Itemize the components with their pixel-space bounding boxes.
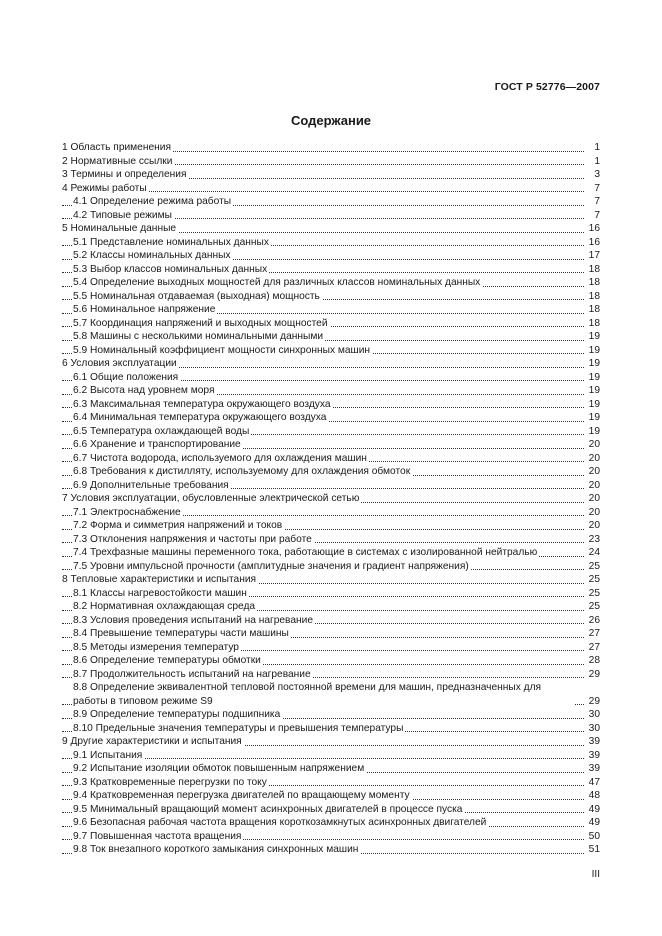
toc-entry-title: 6 Условия эксплуатации <box>62 358 177 369</box>
toc-entry-title: 5.7 Координация напряжений и выходных мощностей <box>73 317 328 329</box>
toc-entry-page: 30 <box>586 722 600 736</box>
toc-entry <box>62 465 600 479</box>
toc-entry-page: 24 <box>586 546 600 560</box>
toc-entry-page: 48 <box>586 789 600 803</box>
toc-entry <box>62 222 600 236</box>
toc-entry-page: 20 <box>586 465 600 479</box>
toc-entry-title: 1 Область применения <box>62 142 171 153</box>
toc-entry-page: 26 <box>586 614 600 628</box>
toc-entry <box>62 654 600 668</box>
toc-entry-title: 7.2 Форма и симметрия напряжений и токов <box>73 520 283 531</box>
toc-entry-page: 25 <box>586 573 600 587</box>
toc-entry-page: 1 <box>586 141 600 155</box>
toc-entry-title: 5.4 Определение выходных мощностей для различных классов номинальных данных <box>73 277 481 288</box>
toc-entry-title: 7 Условия эксплуатации, обусловленные электрической сетью <box>62 493 360 504</box>
toc-entry <box>62 816 600 830</box>
toc-entry-page: 19 <box>586 330 600 344</box>
toc-entry-page: 18 <box>586 290 600 304</box>
toc-entry-title: 8.5 Методы измерения температур <box>73 641 239 653</box>
toc-entry-page: 28 <box>586 654 600 668</box>
toc-entry <box>62 452 600 466</box>
toc-entry-page: 20 <box>586 479 600 493</box>
toc-entry-page: 51 <box>586 843 600 857</box>
toc-entry <box>62 425 600 439</box>
page-number: III <box>591 869 600 880</box>
toc-entry-title: 8.7 Продолжительность испытаний на нагревание <box>73 668 311 680</box>
toc-entry-page: 25 <box>586 587 600 601</box>
toc-entry-page: 39 <box>586 735 600 749</box>
toc-entry <box>62 681 600 708</box>
toc-entry-title: 5.3 Выбор классов номинальных данных <box>73 263 268 275</box>
toc-entry <box>62 303 600 317</box>
toc-entry-page: 19 <box>586 357 600 371</box>
toc-entry-title: 3 Термины и определения <box>62 169 187 180</box>
toc-entry-page: 7 <box>586 209 600 223</box>
toc-entry-page: 27 <box>586 627 600 641</box>
toc-entry-page: 47 <box>586 776 600 790</box>
toc-entry-page: 18 <box>586 303 600 317</box>
toc-entry <box>62 398 600 412</box>
toc-entry <box>62 182 600 196</box>
toc-entry-title: 8.2 Нормативная охлаждающая среда <box>73 601 256 612</box>
toc-entry-page: 19 <box>586 398 600 412</box>
toc-entry <box>62 411 600 425</box>
toc-entry-title: 6.5 Температура охлаждающей воды <box>73 425 250 437</box>
toc-entry-page: 25 <box>586 560 600 574</box>
toc-entry-title: 7.5 Уровни импульсной прочности (амплитудные значения и градиент напряжения) <box>73 560 469 572</box>
toc-entry-title: 9.5 Минимальный вращающий момент асинхронных двигателей в процессе пуска <box>73 803 463 815</box>
toc-entry-title: 9.8 Ток внезапного короткого замыкания синхронных машин <box>73 844 359 855</box>
toc-entry-title: 8.4 Превышение температуры части машины <box>73 628 289 639</box>
toc-entry-page: 49 <box>586 816 600 830</box>
toc-entry-page: 50 <box>586 830 600 844</box>
toc-entry <box>62 330 600 344</box>
toc-entry <box>62 438 600 452</box>
toc-entry-page: 19 <box>586 371 600 385</box>
toc-entry-title: 5.5 Номинальная отдаваемая (выходная) мощность <box>73 290 320 302</box>
toc-entry-page: 25 <box>586 600 600 614</box>
toc-entry-page: 29 <box>586 668 600 682</box>
toc-entry <box>62 263 600 277</box>
toc-entry-title: 9.7 Повышенная частота вращения <box>73 830 242 842</box>
toc-entry-title: 5.2 Классы номинальных данных <box>73 250 231 261</box>
toc-entry-title: 8.1 Классы нагревостойкости машин <box>73 587 247 599</box>
toc-entry-title: 9.1 Испытания <box>73 749 143 761</box>
toc-entry-title: 6.3 Максимальная температура окружающего воздуха <box>73 398 331 410</box>
toc-entry <box>62 843 600 857</box>
toc-entry <box>62 560 600 574</box>
toc-entry <box>62 533 600 547</box>
toc-entry <box>62 519 600 533</box>
toc-entry <box>62 668 600 682</box>
toc-entry-page: 18 <box>586 317 600 331</box>
toc-entry-title: 7.3 Отклонения напряжения и частоты при работе <box>73 533 312 545</box>
toc-entry-title: 6.7 Чистота водорода, используемого для охлаждения машин <box>73 452 367 464</box>
toc-entry-title: 4.1 Определение режима работы <box>73 196 232 207</box>
toc-entry-page: 19 <box>586 411 600 425</box>
toc-entry-title: 8.8 Определение эквивалентной тепловой постоянной времени для машин, предназначенных для работы в типовом режиме S9 <box>73 681 575 708</box>
toc-entry-title: 6.2 Высота над уровнем моря <box>73 385 215 396</box>
toc-entry <box>62 506 600 520</box>
toc-entry <box>62 587 600 601</box>
toc-entry <box>62 546 600 560</box>
toc-entry <box>62 492 600 506</box>
toc-entry <box>62 749 600 763</box>
toc-entry <box>62 789 600 803</box>
toc-entry-page: 27 <box>586 641 600 655</box>
toc-entry-page: 39 <box>586 762 600 776</box>
toc-entry-title: 6.9 Дополнительные требования <box>73 479 229 491</box>
toc-entry-title: 9 Другие характеристики и испытания <box>62 736 242 747</box>
toc-entry <box>62 479 600 493</box>
toc-entry-title: 5.1 Представление номинальных данных <box>73 236 269 248</box>
toc-entry <box>62 735 600 749</box>
toc-entry-page: 18 <box>586 276 600 290</box>
toc-entry-title: 5.6 Номинальное напряжение <box>73 304 216 315</box>
toc-entry-title: 2 Нормативные ссылки <box>62 155 173 167</box>
toc-entry <box>62 276 600 290</box>
toc-entry-title: 6.6 Хранение и транспортирование <box>73 439 241 450</box>
toc-entry-title: 6.8 Требования к дистилляту, используемому для охлаждения обмоток <box>73 466 411 477</box>
toc-entry-title: 9.6 Безопасная рабочая частота вращения короткозамкнутых асинхронных двигателей <box>73 817 487 828</box>
toc-entry-page: 17 <box>586 249 600 263</box>
page-title: Содержание <box>290 113 372 128</box>
toc-entry <box>62 141 600 155</box>
toc-entry <box>62 600 600 614</box>
toc-entry-page: 30 <box>586 708 600 722</box>
toc-entry-title: 7.1 Электроснабжение <box>73 506 181 518</box>
toc-entry-title: 8.6 Определение температуры обмотки <box>73 655 261 666</box>
toc-entry <box>62 722 600 736</box>
toc-entry-page: 16 <box>586 236 600 250</box>
toc-entry <box>62 627 600 641</box>
toc-entry <box>62 155 600 169</box>
toc-entry-title: 8.3 Условия проведения испытаний на нагревание <box>73 614 313 626</box>
toc-entry-title: 9.4 Кратковременная перегрузка двигателей по вращающему моменту <box>73 790 410 801</box>
toc-entry-title: 9.2 Испытание изоляции обмоток повышенным напряжением <box>73 763 365 774</box>
toc-entry <box>62 236 600 250</box>
toc-entry <box>62 317 600 331</box>
toc-entry-title: 5.8 Машины с несколькими номинальными данными <box>73 331 324 342</box>
toc-entry <box>62 762 600 776</box>
toc-entry-title: 4.2 Типовые режимы <box>73 209 172 221</box>
toc-entry-page: 23 <box>586 533 600 547</box>
toc-entry-title: 6.1 Общие положения <box>73 371 179 383</box>
toc-entry-title: 8 Тепловые характеристики и испытания <box>62 574 257 585</box>
toc-entry-page: 20 <box>586 438 600 452</box>
toc-entry <box>62 641 600 655</box>
toc-entry <box>62 708 600 722</box>
toc-entry-title: 8.10 Предельные значения температуры и превышения температуры <box>73 722 404 734</box>
toc-entry <box>62 371 600 385</box>
toc-entry-page: 39 <box>586 749 600 763</box>
toc-entry <box>62 249 600 263</box>
toc-entry-page: 16 <box>586 222 600 236</box>
toc-entry-page: 3 <box>586 168 600 182</box>
toc-entry-title: 6.4 Минимальная температура окружающего воздуха <box>73 412 327 423</box>
table-of-contents <box>62 141 600 857</box>
toc-entry-title: 5 Номинальные данные <box>62 223 177 234</box>
toc-entry-page: 1 <box>586 155 600 169</box>
toc-entry <box>62 573 600 587</box>
toc-entry-page: 19 <box>586 425 600 439</box>
toc-entry-title: 5.9 Номинальный коэффициент мощности синхронных машин <box>73 344 371 356</box>
toc-entry-title: 7.4 Трехфазные машины переменного тока, работающие в системах с изолированной нейтралью <box>73 547 538 558</box>
toc-entry-page: 49 <box>586 803 600 817</box>
toc-entry <box>62 344 600 358</box>
toc-entry <box>62 384 600 398</box>
toc-entry-page: 20 <box>586 452 600 466</box>
toc-entry-page: 19 <box>586 344 600 358</box>
toc-entry <box>62 209 600 223</box>
toc-entry <box>62 357 600 371</box>
toc-entry-page: 20 <box>586 519 600 533</box>
toc-entry-page: 29 <box>586 695 600 709</box>
toc-entry-title: 4 Режимы работы <box>62 182 147 194</box>
toc-entry-page: 18 <box>586 263 600 277</box>
toc-entry <box>62 195 600 209</box>
toc-entry-page: 20 <box>586 492 600 506</box>
toc-entry <box>62 168 600 182</box>
toc-entry-page: 7 <box>586 195 600 209</box>
toc-entry <box>62 776 600 790</box>
toc-entry-page: 20 <box>586 506 600 520</box>
toc-entry <box>62 614 600 628</box>
toc-entry-page: 7 <box>586 182 600 196</box>
toc-entry-title: 8.9 Определение температуры подшипника <box>73 709 281 720</box>
toc-entry-title: 9.3 Кратковременные перегрузки по току <box>73 776 267 788</box>
toc-entry <box>62 830 600 844</box>
toc-entry <box>62 803 600 817</box>
toc-entry-page: 19 <box>586 384 600 398</box>
document-designation: ГОСТ Р 52776—2007 <box>494 81 600 93</box>
toc-entry <box>62 290 600 304</box>
